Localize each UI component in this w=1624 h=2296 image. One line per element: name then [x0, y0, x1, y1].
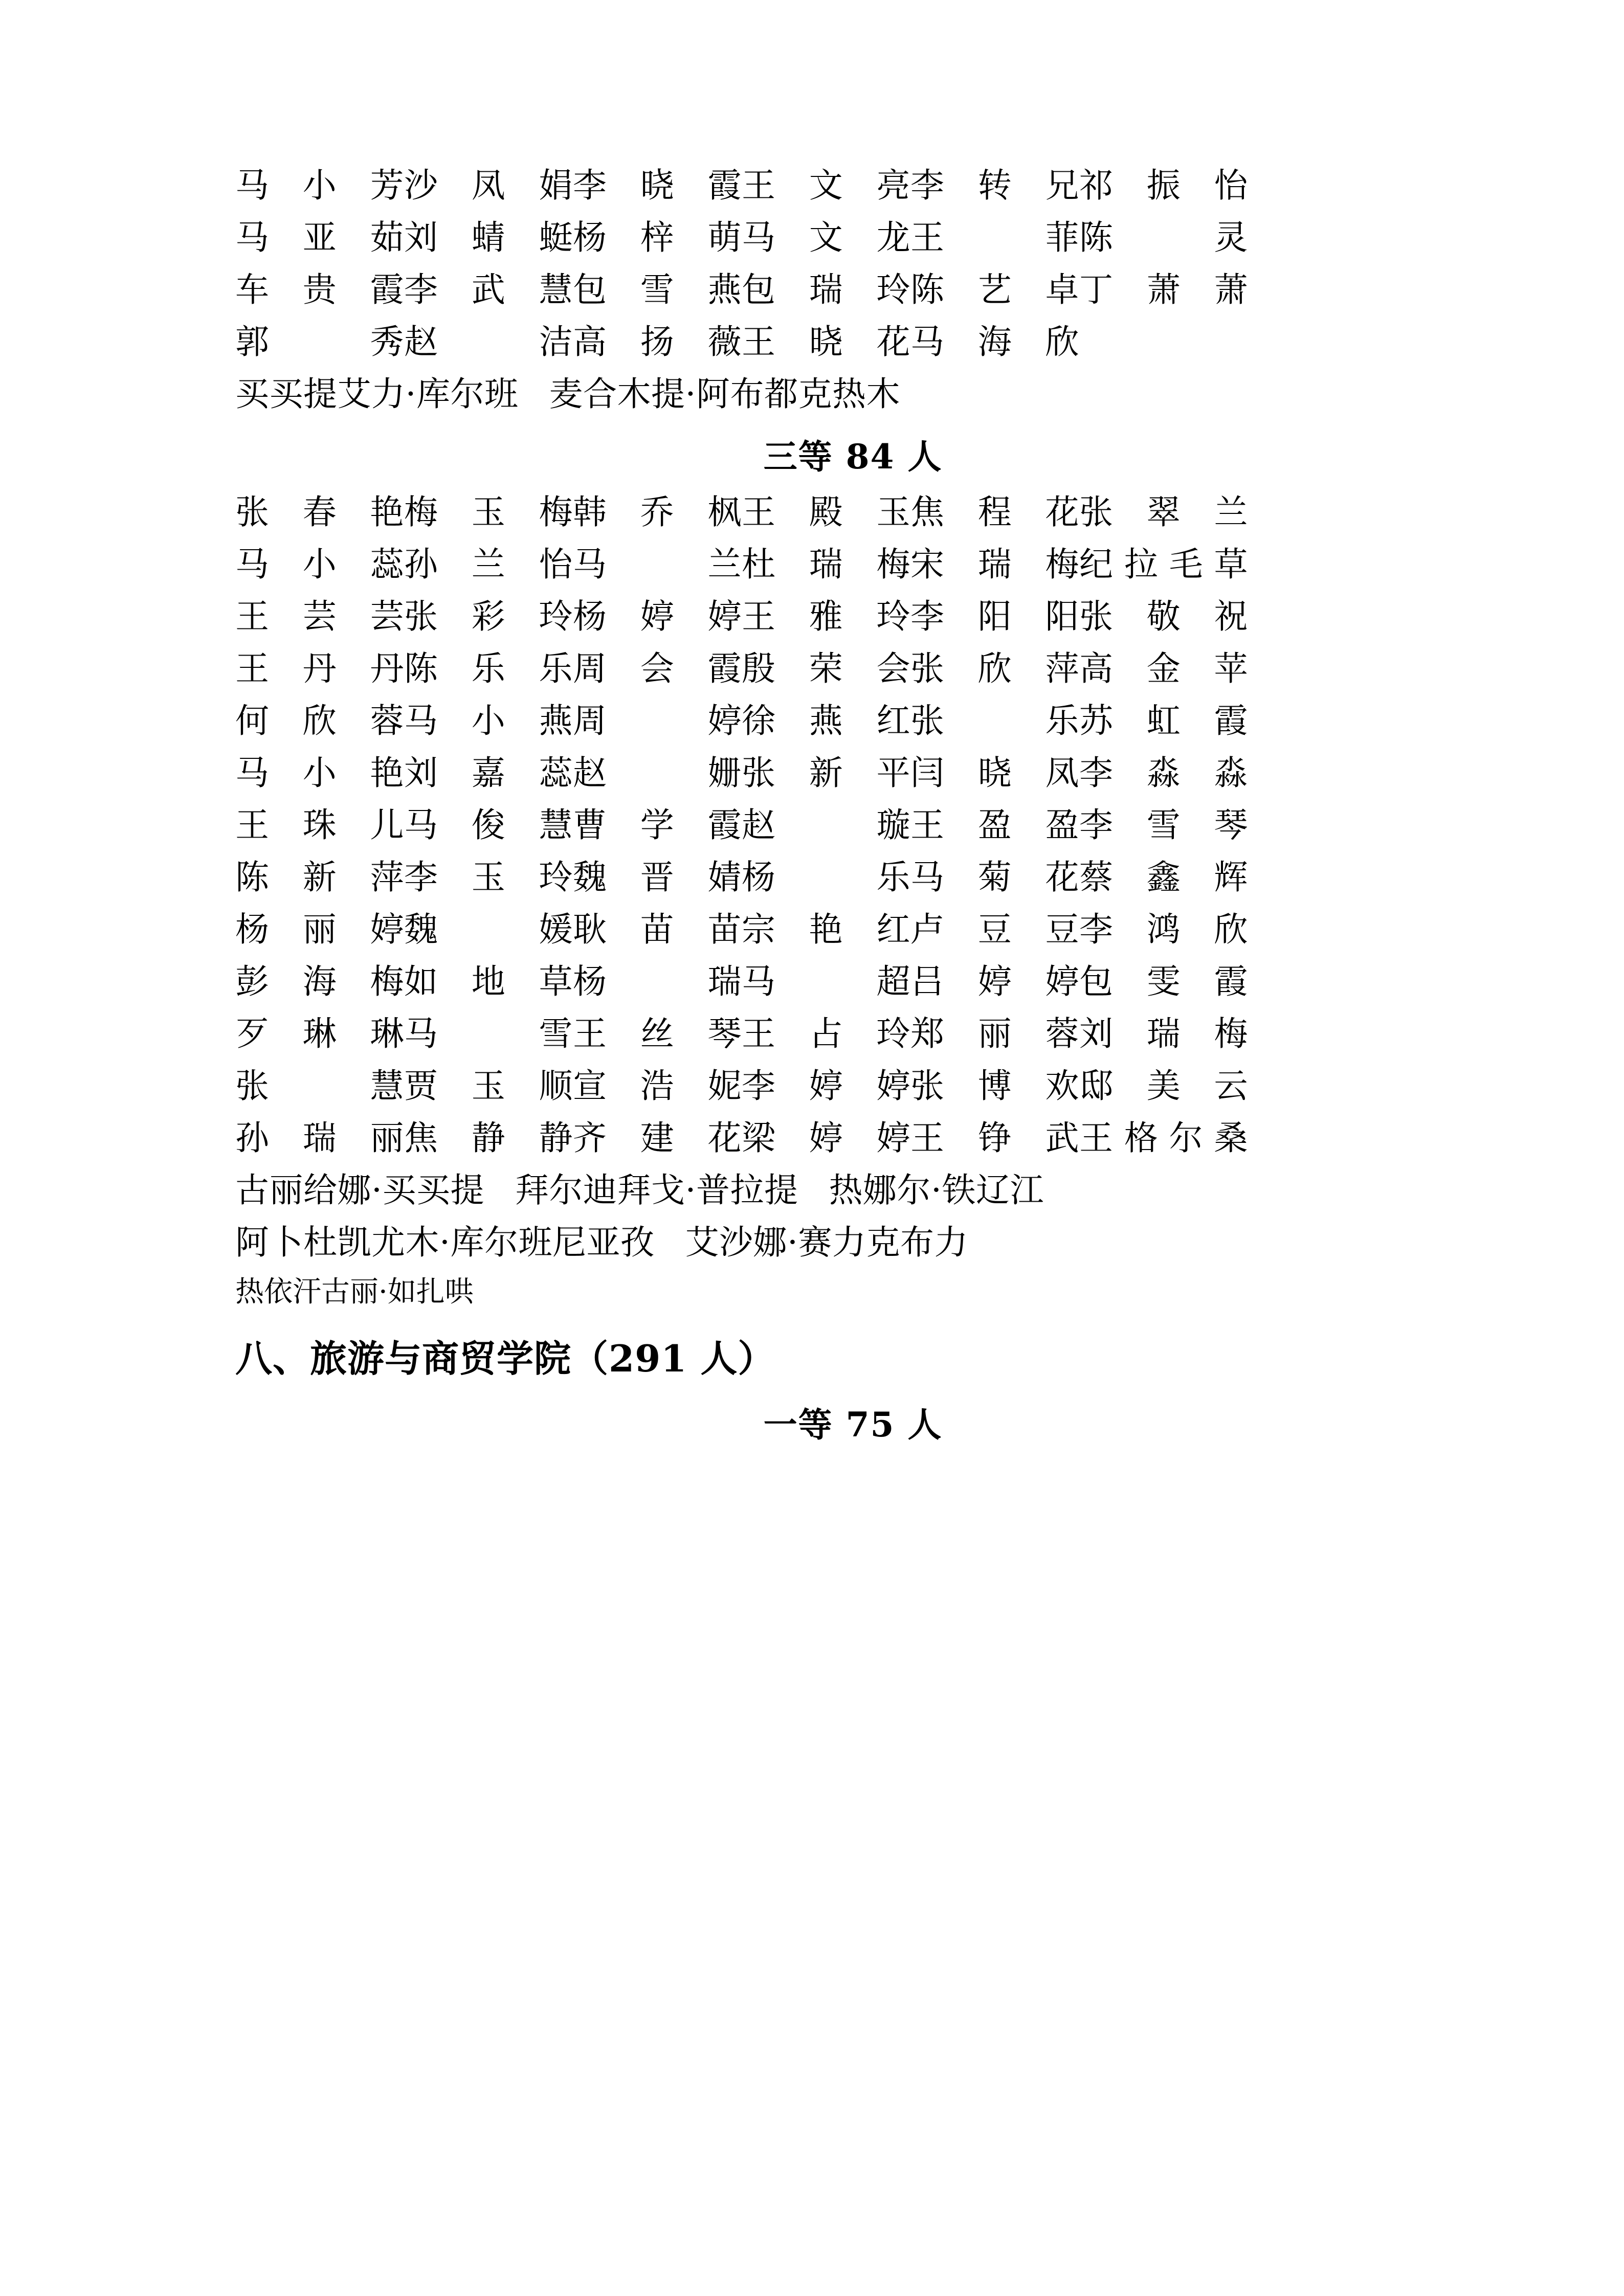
- name-cell: 李 玉 玲: [404, 858, 573, 897]
- name-cell: 王 铮 武: [910, 1118, 1079, 1158]
- name-cell: 马 小 芳: [235, 166, 404, 205]
- name-cell: 马 雪: [404, 1014, 573, 1053]
- name-grid-third: [235, 492, 1471, 1158]
- name-cell: 马 兰: [573, 545, 742, 584]
- name-cell: 如 地 草: [404, 962, 573, 1001]
- name-cell: 王 菲: [910, 218, 1079, 257]
- long-name: 买买提艾力·库尔班: [235, 374, 519, 414]
- name-cell: 马 海 欣: [910, 322, 1079, 362]
- name-cell: 张 翠 兰: [1079, 492, 1248, 532]
- name-row: [235, 962, 1471, 1001]
- name-cell: 王 芸 芸: [235, 597, 404, 636]
- name-cell: 车 贵 霞: [235, 270, 404, 309]
- name-cell: 焦 静 静: [404, 1118, 573, 1158]
- name-cell: 张 博 欢: [910, 1066, 1079, 1106]
- name-cell: 赵 姗: [573, 753, 742, 793]
- long-names-row-2: [235, 1170, 1471, 1210]
- name-cell: 杨 婷 婷: [573, 597, 742, 636]
- name-cell: 李 阳 阳: [910, 597, 1079, 636]
- name-cell: 宋 瑞 梅: [910, 545, 1079, 584]
- name-cell: 孙 兰 怡: [404, 545, 573, 584]
- name-cell: 曹 学 霞: [573, 805, 742, 845]
- name-cell: 杨 乐: [742, 858, 910, 897]
- name-cell: 魏 晋 婧: [573, 858, 742, 897]
- name-cell: 歹 琳 琳: [235, 1014, 404, 1053]
- name-row: [235, 753, 1471, 793]
- grade-heading-third: 三等 84 人: [763, 437, 943, 477]
- name-cell: 张 乐: [910, 701, 1079, 740]
- name-cell: 李 淼 淼: [1079, 753, 1248, 793]
- name-row: [235, 492, 1471, 532]
- long-name: 古丽给娜·买买提: [235, 1170, 484, 1210]
- name-cell: 张 慧: [235, 1066, 404, 1106]
- name-row: [235, 218, 1471, 257]
- name-cell: 张 彩 玲: [404, 597, 573, 636]
- name-cell: 包 瑞 玲: [742, 270, 910, 309]
- name-cell: 王 珠 儿: [235, 805, 404, 845]
- name-cell: 马 文 龙: [742, 218, 910, 257]
- name-row: [235, 858, 1471, 897]
- name-cell: 王 丝 琴: [573, 1014, 742, 1053]
- name-cell: 包 雯 霞: [1079, 962, 1248, 1001]
- name-cell: 王 晓 花: [742, 322, 910, 362]
- name-cell: 马 小 燕: [404, 701, 573, 740]
- name-cell: 王 文 亮: [742, 166, 910, 205]
- name-row: [235, 910, 1471, 949]
- name-cell: 张 欣 萍: [910, 649, 1079, 688]
- name-cell: 韩 乔 枫: [573, 492, 742, 532]
- long-names-row-3: [235, 1223, 1471, 1262]
- long-name: 麦合木提·阿布都克热木: [549, 374, 900, 414]
- name-cell: 李 武 慧: [404, 270, 573, 309]
- name-cell: 齐 建 花: [573, 1118, 742, 1158]
- name-cell: 王 殿 玉: [742, 492, 910, 532]
- name-cell: 梁 婷 婷: [742, 1118, 910, 1158]
- name-row: [235, 1066, 1471, 1106]
- name-cell: 高 金 苹: [1079, 649, 1248, 688]
- name-cell: 沙 凤 娟: [404, 166, 573, 205]
- name-cell: 赵 璇: [742, 805, 910, 845]
- name-cell: 丁 萧 萧: [1079, 270, 1248, 309]
- name-cell: 张 春 艳: [235, 492, 404, 532]
- name-cell: [1079, 325, 1248, 359]
- name-row: [235, 597, 1471, 636]
- name-cell: 梅 玉 梅: [404, 492, 573, 532]
- name-cell: 蔡 鑫 辉: [1079, 858, 1248, 897]
- name-cell: 吕 婷 婷: [910, 962, 1079, 1001]
- name-cell: 杜 瑞 梅: [742, 545, 910, 584]
- name-cell: 杨 梓 萌: [573, 218, 742, 257]
- name-cell: 闫 晓 凤: [910, 753, 1079, 793]
- name-cell: 高 扬 薇: [573, 322, 742, 362]
- name-cell: 张 敬 祝: [1079, 597, 1248, 636]
- name-cell: 马 超: [742, 962, 910, 1001]
- name-row: [235, 322, 1471, 362]
- name-row: [235, 701, 1471, 740]
- name-cell: 何 欣 蓉: [235, 701, 404, 740]
- name-row: [235, 649, 1471, 688]
- name-cell: 王 雅 玲: [742, 597, 910, 636]
- name-cell: 纪 拉 毛 草: [1079, 545, 1248, 584]
- name-cell: 孙 瑞 丽: [235, 1118, 404, 1158]
- name-row: [235, 805, 1471, 845]
- name-cell: 刘 瑞 梅: [1079, 1014, 1248, 1053]
- grade-heading-first: 一等 75 人: [763, 1405, 943, 1445]
- name-cell: 李 婷 婷: [742, 1066, 910, 1106]
- name-cell: 陈 灵: [1079, 218, 1248, 257]
- long-name: 阿卜杜凯尤木·库尔班尼亚孜: [235, 1223, 655, 1262]
- name-cell: 包 雪 燕: [573, 270, 742, 309]
- name-row: [235, 166, 1471, 205]
- name-cell: 周 会 霞: [573, 649, 742, 688]
- name-cell: 张 新 平: [742, 753, 910, 793]
- name-cell: 殷 荣 会: [742, 649, 910, 688]
- name-cell: 马 俊 慧: [404, 805, 573, 845]
- long-name: 艾沙娜·赛力克布力: [685, 1223, 968, 1262]
- name-cell: 马 亚 茹: [235, 218, 404, 257]
- name-cell: 赵 洁: [404, 322, 573, 362]
- name-cell: 邸 美 云: [1079, 1066, 1248, 1106]
- name-cell: 陈 乐 乐: [404, 649, 573, 688]
- name-row: [235, 1118, 1471, 1158]
- name-cell: 郑 丽 蓉: [910, 1014, 1079, 1053]
- name-cell: 魏 媛: [404, 910, 573, 949]
- name-cell: 贾 玉 顺: [404, 1066, 573, 1106]
- name-cell: 焦 程 花: [910, 492, 1079, 532]
- name-cell: 苏 虹 霞: [1079, 701, 1248, 740]
- long-names-row-4: 热依汗古丽·如扎哄: [235, 1275, 474, 1309]
- document-content: [235, 166, 1471, 1446]
- name-cell: 耿 苗 苗: [573, 910, 742, 949]
- name-row: [235, 1014, 1471, 1053]
- name-cell: 刘 蜻 蜓: [404, 218, 573, 257]
- name-cell: 杨 丽 婷: [235, 910, 404, 949]
- long-names-row-1: [235, 374, 1471, 414]
- name-cell: 马 小 蕊: [235, 545, 404, 584]
- name-cell: 陈 新 萍: [235, 858, 404, 897]
- name-cell: 杨 瑞: [573, 962, 742, 1001]
- long-name: 热娜尔·铁辽江: [829, 1170, 1044, 1210]
- name-cell: 陈 艺 卓: [910, 270, 1079, 309]
- name-cell: 马 菊 花: [910, 858, 1079, 897]
- section-heading-tourism: 八、旅游与商贸学院（291 人）: [235, 1337, 775, 1380]
- name-cell: 卢 豆 豆: [910, 910, 1079, 949]
- name-cell: 李 转 兄: [910, 166, 1079, 205]
- name-cell: 李 晓 霞: [573, 166, 742, 205]
- name-cell: 李 雪 琴: [1079, 805, 1248, 845]
- name-cell: 李 鸿 欣: [1079, 910, 1248, 949]
- name-row: [235, 270, 1471, 309]
- name-grid-first: [235, 166, 1471, 362]
- name-cell: 徐 燕 红: [742, 701, 910, 740]
- name-cell: 王 丹 丹: [235, 649, 404, 688]
- name-cell: 刘 嘉 蕊: [404, 753, 573, 793]
- name-cell: 祁 振 怡: [1079, 166, 1248, 205]
- name-cell: 周 婷: [573, 701, 742, 740]
- name-row: [235, 545, 1471, 584]
- name-cell: 马 小 艳: [235, 753, 404, 793]
- name-cell: 王 格 尔 桑: [1079, 1118, 1248, 1158]
- name-cell: 王 占 玲: [742, 1014, 910, 1053]
- name-cell: 王 盈 盈: [910, 805, 1079, 845]
- name-cell: 宣 浩 妮: [573, 1066, 742, 1106]
- name-cell: 彭 海 梅: [235, 962, 404, 1001]
- name-cell: 宗 艳 红: [742, 910, 910, 949]
- name-cell: 郭 秀: [235, 322, 404, 362]
- long-name: 拜尔迪拜戈·普拉提: [515, 1170, 798, 1210]
